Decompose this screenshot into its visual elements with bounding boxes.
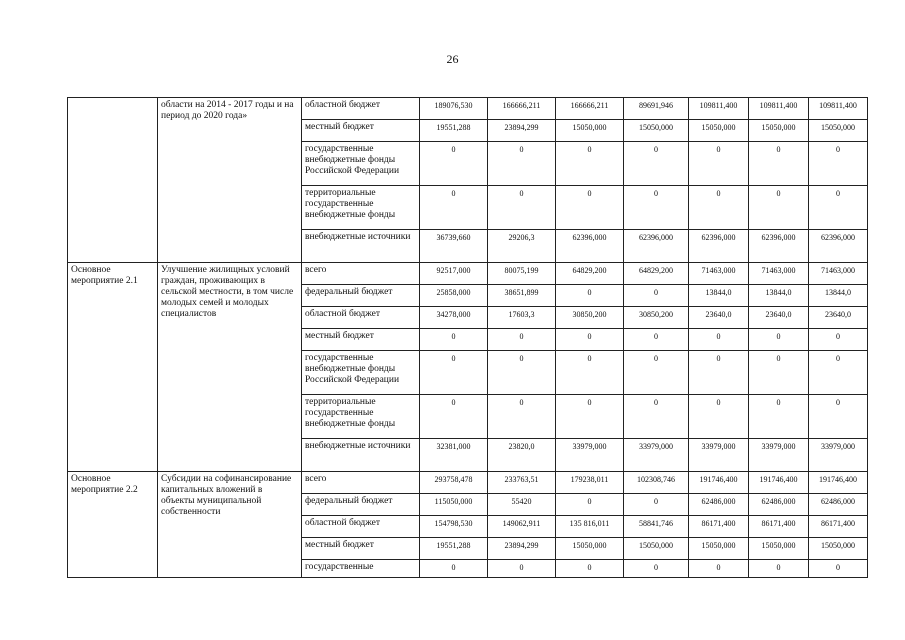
amount-cell: 0	[624, 142, 689, 186]
amount-cell: 15050,000	[624, 538, 689, 560]
event-name-cell: Субсидии на софинансирование капитальных вложений в объекты муниципальной собственности	[158, 472, 302, 578]
amount-cell: 15050,000	[556, 120, 624, 142]
table-row	[68, 263, 868, 285]
amount-cell: 13844,0	[689, 285, 749, 307]
amount-cell: 191746,400	[689, 472, 749, 494]
amount-cell: 62396,000	[809, 230, 868, 263]
amount-cell: 92517,000	[420, 263, 488, 285]
amount-cell: 0	[488, 329, 556, 351]
amount-cell: 15050,000	[689, 538, 749, 560]
amount-cell: 13844,0	[809, 285, 868, 307]
funding-source-cell: местный бюджет	[302, 120, 420, 142]
funding-source-cell: государственные	[302, 560, 420, 578]
amount-cell: 15050,000	[749, 538, 809, 560]
amount-cell: 0	[488, 395, 556, 439]
amount-cell: 0	[689, 351, 749, 395]
amount-cell: 15050,000	[749, 120, 809, 142]
funding-source-cell: территориальные государственные внебюджетные фонды	[302, 395, 420, 439]
amount-cell: 38651,899	[488, 285, 556, 307]
amount-cell: 23820,0	[488, 439, 556, 472]
amount-cell: 55420	[488, 494, 556, 516]
amount-cell: 23894,299	[488, 538, 556, 560]
amount-cell: 166666,211	[488, 98, 556, 120]
funding-source-cell: внебюджетные источники	[302, 439, 420, 472]
amount-cell: 33979,000	[809, 439, 868, 472]
amount-cell: 0	[689, 329, 749, 351]
funding-source-cell: всего	[302, 472, 420, 494]
amount-cell: 102308,746	[624, 472, 689, 494]
funding-source-cell: областной бюджет	[302, 516, 420, 538]
amount-cell: 293758,478	[420, 472, 488, 494]
amount-cell: 62396,000	[624, 230, 689, 263]
amount-cell: 0	[624, 395, 689, 439]
event-cell	[68, 98, 158, 263]
amount-cell: 0	[556, 329, 624, 351]
amount-cell: 0	[809, 560, 868, 578]
amount-cell: 0	[420, 186, 488, 230]
amount-cell: 15050,000	[556, 538, 624, 560]
amount-cell: 62396,000	[556, 230, 624, 263]
amount-cell: 109811,400	[749, 98, 809, 120]
amount-cell: 191746,400	[749, 472, 809, 494]
table-row	[68, 472, 868, 494]
amount-cell: 64829,200	[556, 263, 624, 285]
amount-cell: 17603,3	[488, 307, 556, 329]
amount-cell: 0	[749, 560, 809, 578]
amount-cell: 0	[809, 329, 868, 351]
funding-source-cell: местный бюджет	[302, 329, 420, 351]
amount-cell: 154798,530	[420, 516, 488, 538]
amount-cell: 19551,288	[420, 538, 488, 560]
amount-cell: 58841,746	[624, 516, 689, 538]
amount-cell: 0	[420, 351, 488, 395]
amount-cell: 149062,911	[488, 516, 556, 538]
amount-cell: 115050,000	[420, 494, 488, 516]
amount-cell: 15050,000	[624, 120, 689, 142]
event-cell: Основное мероприятие 2.1	[68, 263, 158, 472]
amount-cell: 13844,0	[749, 285, 809, 307]
amount-cell: 191746,400	[809, 472, 868, 494]
amount-cell: 0	[488, 142, 556, 186]
amount-cell: 233763,51	[488, 472, 556, 494]
amount-cell: 33979,000	[624, 439, 689, 472]
amount-cell: 25858,000	[420, 285, 488, 307]
amount-cell: 0	[749, 186, 809, 230]
amount-cell: 0	[809, 395, 868, 439]
amount-cell: 0	[556, 494, 624, 516]
amount-cell: 62486,000	[809, 494, 868, 516]
amount-cell: 64829,200	[624, 263, 689, 285]
amount-cell: 15050,000	[809, 120, 868, 142]
amount-cell: 0	[624, 285, 689, 307]
funding-source-cell: внебюджетные источники	[302, 230, 420, 263]
funding-source-cell: территориальные государственные внебюджетные фонды	[302, 186, 420, 230]
amount-cell: 23640,0	[689, 307, 749, 329]
amount-cell: 0	[488, 186, 556, 230]
amount-cell: 0	[624, 329, 689, 351]
amount-cell: 0	[488, 351, 556, 395]
amount-cell: 0	[556, 395, 624, 439]
amount-cell: 0	[809, 351, 868, 395]
amount-cell: 15050,000	[809, 538, 868, 560]
amount-cell: 32381,000	[420, 439, 488, 472]
funding-source-cell: государственные внебюджетные фонды Российской Федерации	[302, 142, 420, 186]
amount-cell: 0	[624, 186, 689, 230]
funding-source-cell: областной бюджет	[302, 98, 420, 120]
amount-cell: 62486,000	[749, 494, 809, 516]
amount-cell: 0	[420, 142, 488, 186]
amount-cell: 0	[624, 560, 689, 578]
amount-cell: 0	[556, 560, 624, 578]
amount-cell: 109811,400	[809, 98, 868, 120]
page-number: 26	[446, 52, 459, 66]
amount-cell: 86171,400	[689, 516, 749, 538]
amount-cell: 0	[556, 142, 624, 186]
amount-cell: 0	[420, 560, 488, 578]
amount-cell: 29206,3	[488, 230, 556, 263]
amount-cell: 0	[749, 142, 809, 186]
amount-cell: 166666,211	[556, 98, 624, 120]
amount-cell: 0	[689, 560, 749, 578]
amount-cell: 0	[749, 351, 809, 395]
funding-source-cell: федеральный бюджет	[302, 285, 420, 307]
amount-cell: 34278,000	[420, 307, 488, 329]
budget-table	[67, 97, 868, 578]
amount-cell: 0	[689, 395, 749, 439]
amount-cell: 23894,299	[488, 120, 556, 142]
amount-cell: 89691,946	[624, 98, 689, 120]
amount-cell: 86171,400	[749, 516, 809, 538]
amount-cell: 0	[624, 351, 689, 395]
amount-cell: 15050,000	[689, 120, 749, 142]
amount-cell: 33979,000	[689, 439, 749, 472]
amount-cell: 189076,530	[420, 98, 488, 120]
amount-cell: 33979,000	[556, 439, 624, 472]
table-row	[68, 98, 868, 120]
amount-cell: 0	[556, 186, 624, 230]
amount-cell: 179238,011	[556, 472, 624, 494]
amount-cell: 86171,400	[809, 516, 868, 538]
amount-cell: 62486,000	[689, 494, 749, 516]
budget-table-body	[68, 98, 868, 578]
amount-cell: 71463,000	[689, 263, 749, 285]
funding-source-cell: государственные внебюджетные фонды Российской Федерации	[302, 351, 420, 395]
amount-cell: 0	[689, 142, 749, 186]
amount-cell: 0	[749, 329, 809, 351]
amount-cell: 80075,199	[488, 263, 556, 285]
amount-cell: 71463,000	[749, 263, 809, 285]
amount-cell: 36739,660	[420, 230, 488, 263]
amount-cell: 19551,288	[420, 120, 488, 142]
amount-cell: 62396,000	[689, 230, 749, 263]
amount-cell: 0	[488, 560, 556, 578]
amount-cell: 71463,000	[809, 263, 868, 285]
funding-source-cell: федеральный бюджет	[302, 494, 420, 516]
amount-cell: 30850,200	[556, 307, 624, 329]
amount-cell: 0	[420, 329, 488, 351]
amount-cell: 135 816,011	[556, 516, 624, 538]
event-name-cell: Улучшение жилищных условий граждан, проживающих в сельской местности, в том числе молодых семей и молодых специалистов	[158, 263, 302, 472]
amount-cell: 33979,000	[749, 439, 809, 472]
funding-source-cell: областной бюджет	[302, 307, 420, 329]
amount-cell: 0	[749, 395, 809, 439]
event-name-cell: области на 2014 - 2017 годы и на период до 2020 года»	[158, 98, 302, 263]
amount-cell: 23640,0	[809, 307, 868, 329]
amount-cell: 23640,0	[749, 307, 809, 329]
amount-cell: 0	[809, 186, 868, 230]
amount-cell: 0	[556, 285, 624, 307]
amount-cell: 0	[689, 186, 749, 230]
amount-cell: 62396,000	[749, 230, 809, 263]
amount-cell: 0	[556, 351, 624, 395]
amount-cell: 109811,400	[689, 98, 749, 120]
amount-cell: 0	[624, 494, 689, 516]
amount-cell: 30850,200	[624, 307, 689, 329]
amount-cell: 0	[420, 395, 488, 439]
event-cell: Основное мероприятие 2.2	[68, 472, 158, 578]
funding-source-cell: местный бюджет	[302, 538, 420, 560]
amount-cell: 0	[809, 142, 868, 186]
funding-source-cell: всего	[302, 263, 420, 285]
